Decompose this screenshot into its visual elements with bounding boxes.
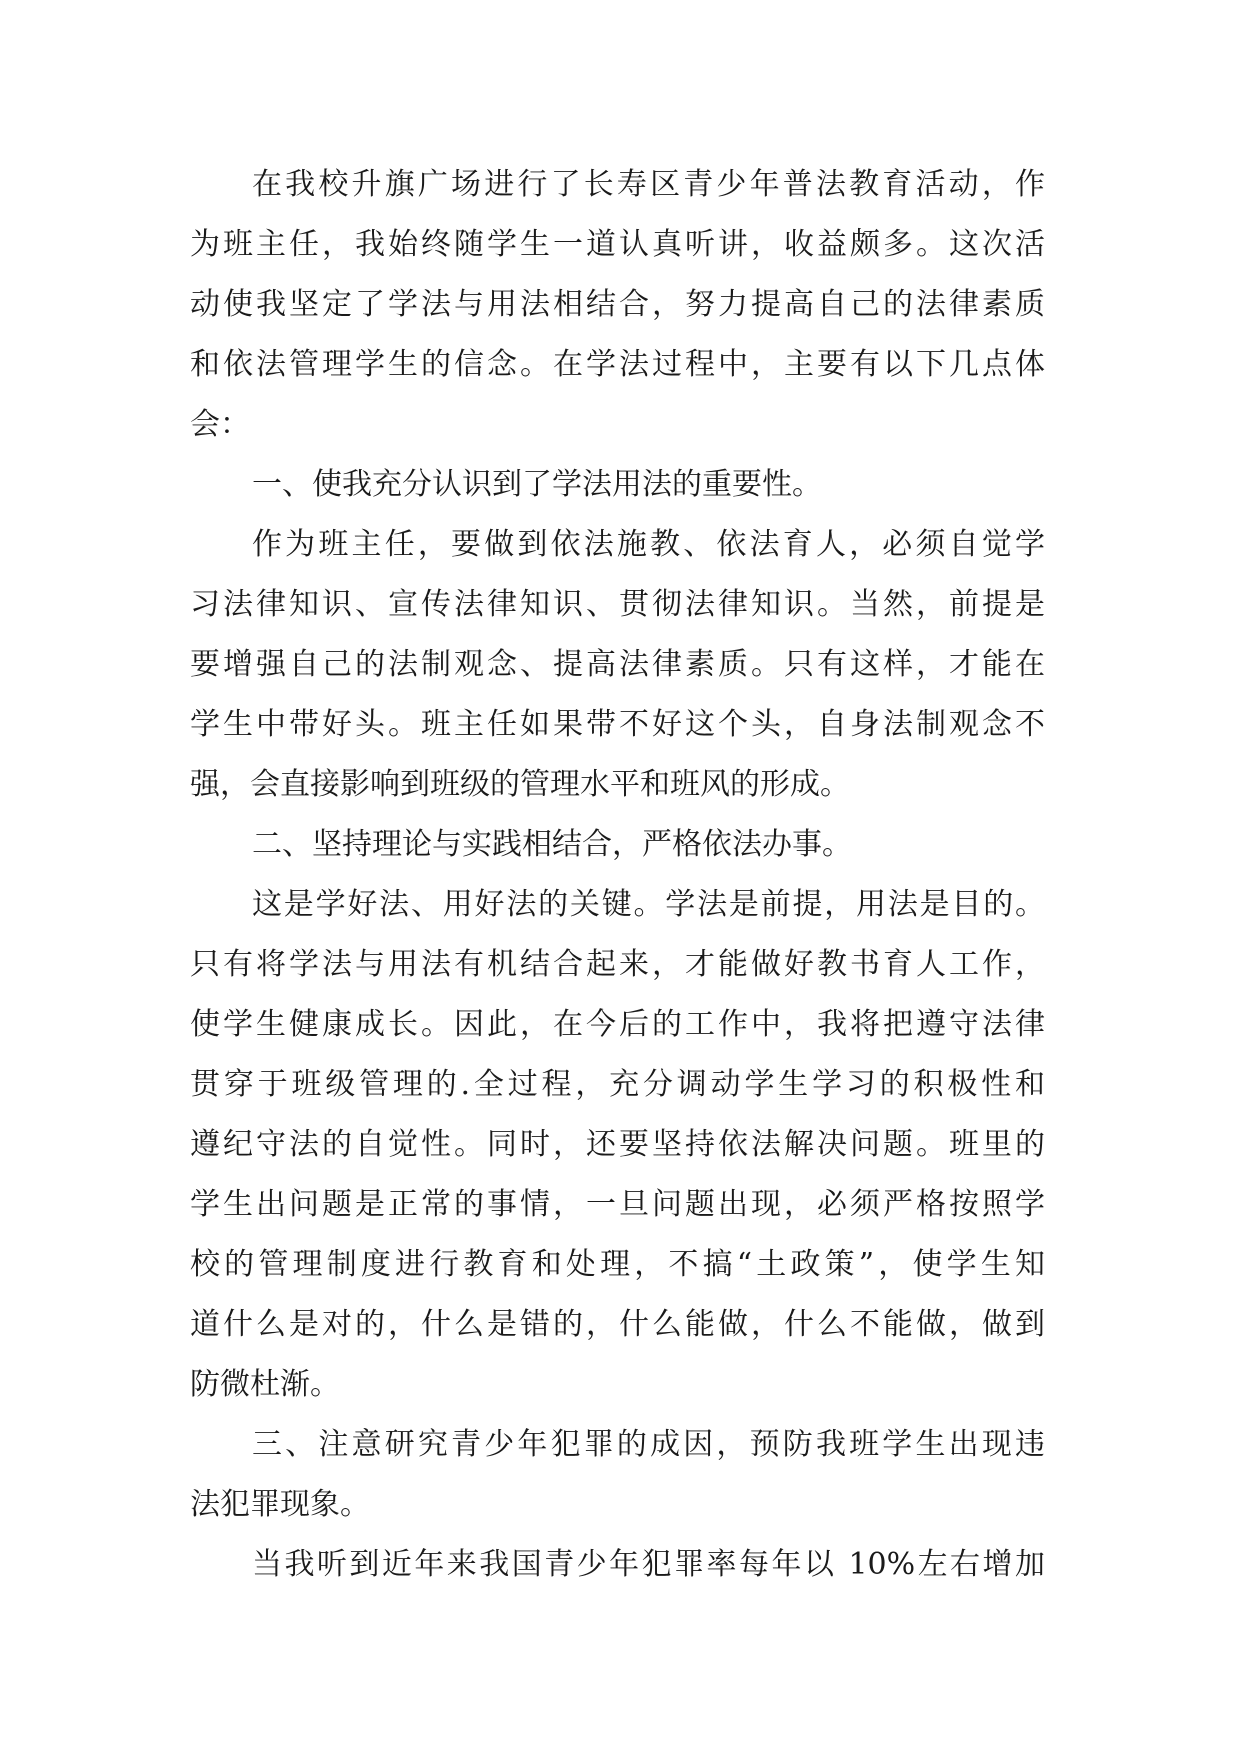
- section-heading: 三、注意研究青少年犯罪的成因，预防我班学生出现违: [252, 1427, 1045, 1462]
- paragraph-line: 遵纪守法的自觉性。同时，还要坚持依法解决问题。班里的: [190, 1127, 1045, 1162]
- paragraph-line: 当我听到近年来我国青少年犯罪率每年以 10%左右增加: [252, 1547, 1045, 1582]
- paragraph-line: 只有将学法与用法有机结合起来，才能做好教书育人工作，: [190, 947, 1045, 982]
- paragraph-line: 防微杜渐。: [190, 1367, 340, 1402]
- paragraph-line: 要增强自己的法制观念、提高法律素质。只有这样，才能在: [190, 647, 1045, 682]
- paragraph-line: 动使我坚定了学法与用法相结合，努力提高自己的法律素质: [190, 287, 1045, 322]
- paragraph-line: 道什么是对的，什么是错的，什么能做，什么不能做，做到: [190, 1307, 1045, 1342]
- paragraph-line: 校的管理制度进行教育和处理，不搞“土政策”，使学生知: [190, 1247, 1045, 1282]
- paragraph-line: 为班主任，我始终随学生一道认真听讲，收益颇多。这次活: [190, 227, 1045, 262]
- section-heading: 法犯罪现象。: [190, 1487, 370, 1522]
- document-body: [190, 155, 1045, 1595]
- paragraph-line: 作为班主任，要做到依法施教、依法育人，必须自觉学: [252, 527, 1045, 562]
- paragraph-line: 这是学好法、用好法的关键。学法是前提，用法是目的。: [252, 887, 1045, 922]
- paragraph-line: 学生出问题是正常的事情，一旦问题出现，必须严格按照学: [190, 1187, 1045, 1222]
- paragraph-line: 在我校升旗广场进行了长寿区青少年普法教育活动，作: [252, 167, 1045, 202]
- paragraph-line: 使学生健康成长。因此，在今后的工作中，我将把遵守法律: [190, 1007, 1045, 1042]
- paragraph-line: 和依法管理学生的信念。在学法过程中，主要有以下几点体: [190, 347, 1045, 382]
- paragraph-line: 会：: [190, 407, 250, 442]
- paragraph-line: 习法律知识、宣传法律知识、贯彻法律知识。当然，前提是: [190, 587, 1045, 622]
- section-heading: 一、使我充分认识到了学法用法的重要性。: [252, 467, 822, 502]
- section-heading: 二、坚持理论与实践相结合，严格依法办事。: [252, 827, 852, 862]
- paragraph-line: 强，会直接影响到班级的管理水平和班风的形成。: [190, 767, 850, 802]
- paragraph-line: 学生中带好头。班主任如果带不好这个头，自身法制观念不: [190, 707, 1045, 742]
- paragraph-line: 贯穿于班级管理的.全过程，充分调动学生学习的积极性和: [190, 1067, 1045, 1102]
